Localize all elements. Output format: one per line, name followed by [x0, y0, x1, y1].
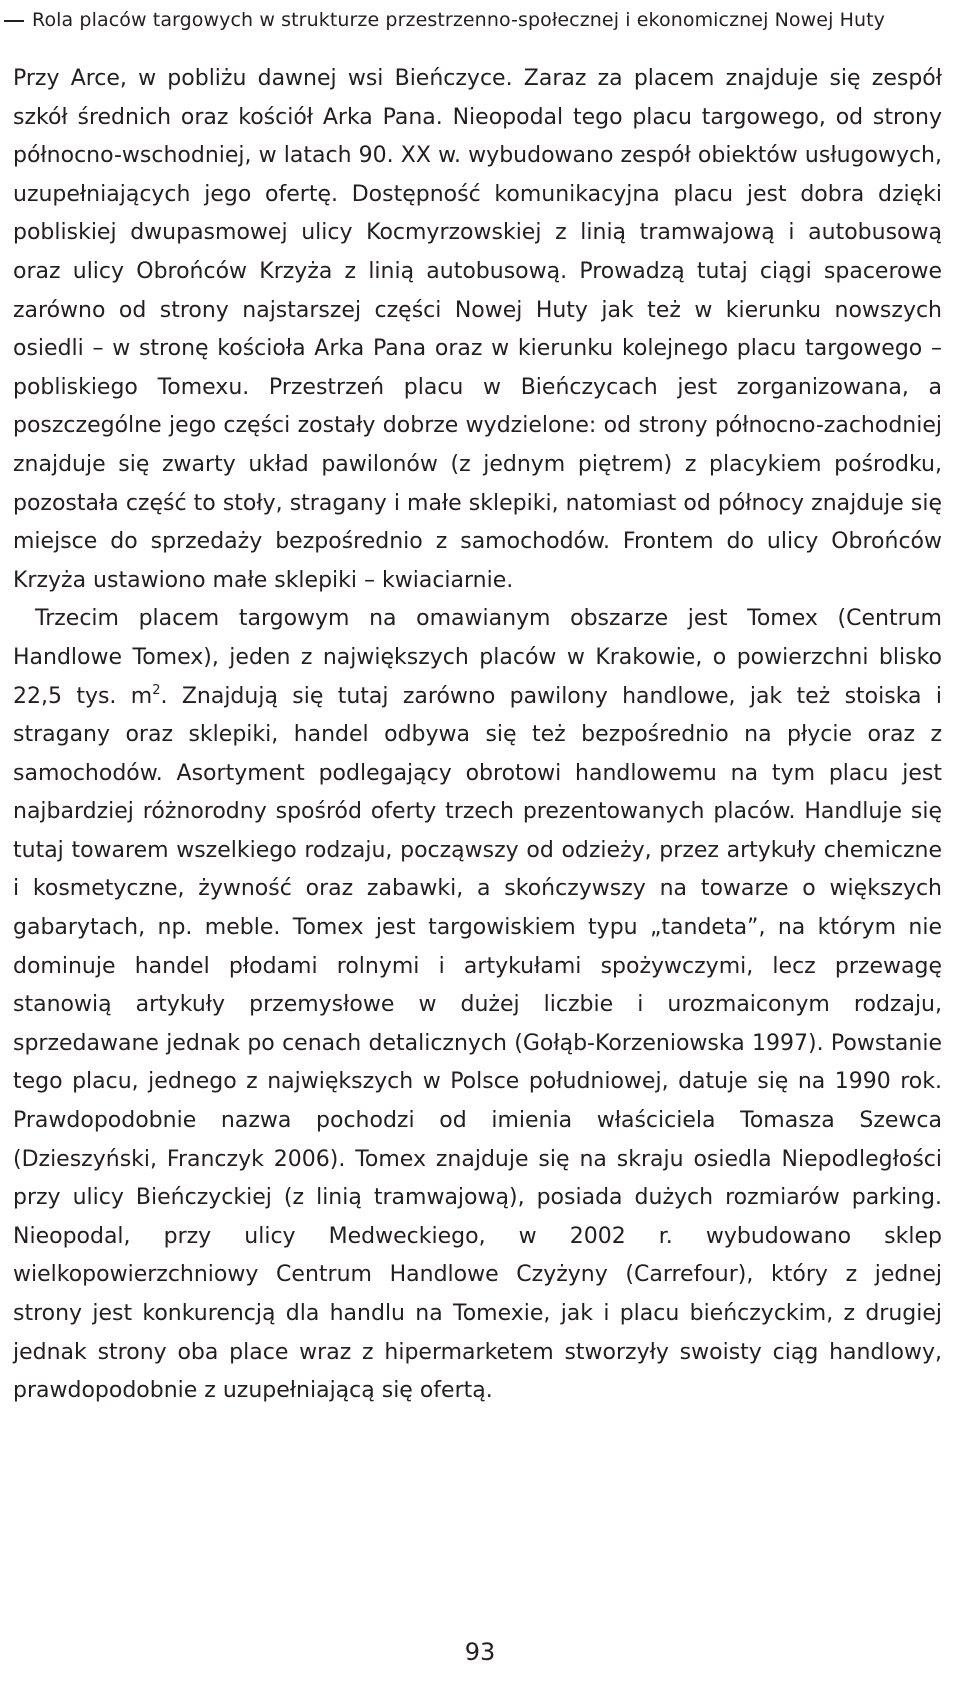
paragraph-2: [13, 600, 942, 1410]
header-dash: [4, 20, 24, 22]
paragraph-2-start: Trzecim placem targowym na omawianym obszarze jest Tomex (Centrum Handlowe Tomex), jeden z największych placów w Krakowie, o powierzchni blisko 22,5 tys. m: [13, 606, 942, 709]
page-number: 93: [464, 1638, 496, 1666]
paragraph-1: Przy Arce, w pobliżu dawnej wsi Bieńczyce. Zaraz za placem znajduje się zespół szkół średnich oraz kościół Arka Pana. Nieopodal tego placu targowego, od strony północno-wschodniej, w latach 90. XX w. wybudowano zespół obiektów usługowych, uzupełniających jego ofertę. Dostępność komunikacyjna placu jest dobra dzięki pobliskiej dwupasmowej ulicy Kocmyrzowskiej z linią tramwajową i autobusową oraz ulicy Obrońców Krzyża z linią autobusową. Prowadzą tutaj ciągi spacerowe zarówno od strony najstarszej części Nowej Huty jak też w kierunku nowszych osiedli – w stronę kościoła Arka Pana oraz w kierunku kolejnego placu targowego – pobliskiego Tomexu. Przestrzeń placu w Bieńczycach jest zorganizowana, a poszczególne jego części zostały dobrze wydzielone: od strony północno-zachodniej znajduje się zwarty układ pawilonów (z jednym piętrem) z placykiem pośrodku, pozostała część to stoły, stragany i małe sklepiki, natomiast od północy znajduje się miejsce do sprzedaży bezpośrednio z samochodów. Frontem do ulicy Obrońców Krzyża ustawiono małe sklepiki – kwiaciarnie.: [13, 66, 942, 593]
running-title: Rola placów targowych w strukturze przestrzenno-społecznej i ekonomicznej Nowej Huty: [32, 9, 886, 31]
body-text: [13, 60, 942, 1411]
running-header: [0, 0, 960, 40]
superscript-2: 2: [152, 682, 161, 698]
paragraph-2-rest: . Znajdują się tutaj zarówno pawilony handlowe, jak też stoiska i stragany oraz sklepiki, handel odbywa się też bezpośrednio na płycie oraz z samochodów. Asortyment podlegający obrotowi handlowemu na tym placu jest najbardziej różnorodny spośród oferty trzech prezentowanych placów. Handluje się tutaj towarem wszelkiego rodzaju, począwszy od odzieży, przez artykuły chemiczne i kosmetyczne, żywność oraz zabawki, a skończywszy na towarze o większych gabarytach, np. meble. Tomex jest targowiskiem typu „tandeta”, na którym nie dominuje handel płodami rolnymi i artykułami spożywczymi, lecz przewagę stanowią artykuły przemysłowe w dużej liczbie i urozmaiconym rodzaju, sprzedawane jednak po cenach detalicznych (Gołąb-Korzeniowska 1997). Powstanie tego placu, jednego z największych w Polsce południowej, datuje się na 1990 rok. Prawdopodobnie nazwa pochodzi od imienia właściciela Tomasza Szewca (Dzieszyński, Franczyk 2006). Tomex znajduje się na skraju osiedla Niepodległości przy ulicy Bieńczyckiej (z linią tramwajową), posiada dużych rozmiarów parking. Nieopodal, przy ulicy Medweckiego, w 2002 r. wybudowano sklep wielkopowierzchniowy Centrum Handlowe Czyżyny (Carrefour), który z jednej strony jest konkurencją dla handlu na Tomexie, jak i placu bieńczyckim, z drugiej jednak strony oba place wraz z hipermarketem stworzyły swoisty ciąg handlowy, prawdopodobnie z uzupełniającą się ofertą.: [13, 683, 942, 1404]
